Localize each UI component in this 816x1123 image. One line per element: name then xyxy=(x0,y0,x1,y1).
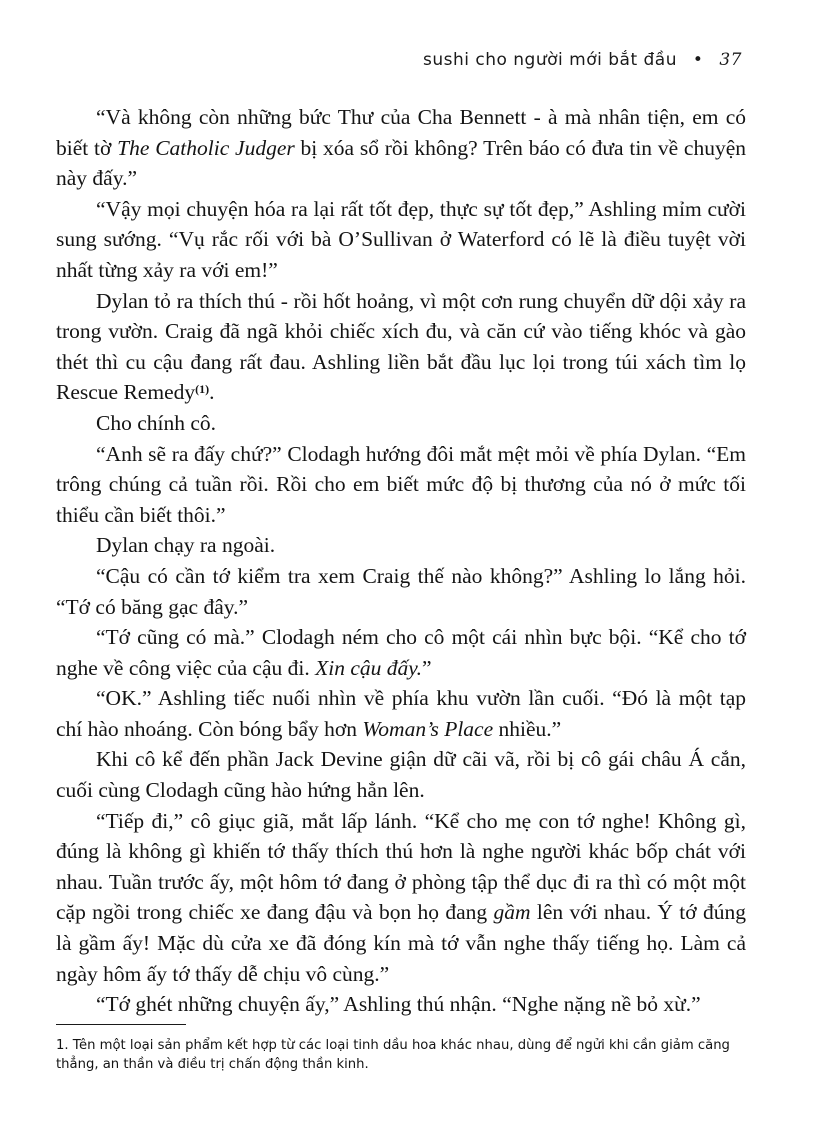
paragraph-11: “Tiếp đi,” cô giục giã, mắt lấp lánh. “Kể cho mẹ con tớ nghe! Không gì, đúng là không gì khiến tớ thấy thích thú hơn là nghe người khác bốp chát với nhau. Tuần trước ấy, một hôm tớ đang ở phòng tập thể dục đi ra thì có một một cặp ngồi trong chiếc xe đang đậu và bọn họ đang gầm lên với nhau. Ý tớ đúng là gầm ấy! Mặc dù cửa xe đã đóng kín mà tớ vẫn nghe thấy tiếng họ. Làm cả ngày hôm ấy tớ thấy dễ chịu vô cùng.” xyxy=(56,808,746,986)
magazine-title: Woman’s Place xyxy=(362,716,494,741)
paragraph-4: Cho chính cô. xyxy=(96,410,217,435)
book-title: sushi cho người mới bắt đầu xyxy=(422,50,678,70)
running-header xyxy=(423,50,742,70)
paragraph-1: “Và không còn những bức Thư của Cha Bennett - à mà nhân tiện, em có biết tờ The Catholic Judger bị xóa sổ rồi không? Trên báo có đưa tin về chuyện này đấy.” xyxy=(56,105,746,191)
paragraph-7: “Cậu có cần tớ kiểm tra xem Craig thế nào không?” Ashling lo lắng hỏi. “Tớ có băng gạc đây.” xyxy=(56,563,746,619)
header-separator: • xyxy=(692,50,704,70)
paragraph-5: “Anh sẽ ra đấy chứ?” Clodagh hướng đôi mắt mệt mỏi về phía Dylan. “Em trông chúng cả tuần rồi. Rồi cho em biết mức độ bị thương của nó ở mức tối thiểu cần biết thôi.” xyxy=(56,441,746,527)
body-text xyxy=(56,102,746,1020)
footnote-marker: (1) xyxy=(195,382,210,397)
footnote-divider xyxy=(56,1024,186,1025)
paragraph-3: Dylan tỏ ra thích thú - rồi hốt hoảng, vì một cơn rung chuyển dữ dội xảy ra trong vườn. Craig đã ngã khỏi chiếc xích đu, và căn cứ vào tiếng khóc và gào thét thì cu cậu đang rất đau. Ashling liền bắt đầu lục lọi trong túi xách tìm lọ Rescue Remedy$^{(1)}$. xyxy=(56,288,746,405)
emphasis: Xin cậu đấy. xyxy=(315,655,422,680)
paragraph-10: Khi cô kể đến phần Jack Devine giận dữ cãi vã, rồi bị cô gái châu Á cắn, cuối cùng Clodagh cũng hào hứng hẳn lên. xyxy=(56,747,746,803)
publication-title: The Catholic Judger xyxy=(117,135,295,160)
paragraph-6: Dylan chạy ra ngoài. xyxy=(96,533,276,558)
page-number: 37 xyxy=(719,50,742,70)
paragraph-8: “Tớ cũng có mà.” Clodagh ném cho cô một cái nhìn bực bội. “Kể cho tớ nghe về công việc của cậu đi. Xin cậu đấy.” xyxy=(56,625,746,680)
paragraph-12: “Tớ ghét những chuyện ấy,” Ashling thú nhận. “Nghe nặng nề bỏ xừ.” xyxy=(96,992,701,1017)
footnote: 1. Tên một loại sản phẩm kết hợp từ các loại tinh dầu hoa khác nhau, dùng để ngửi khi cần giảm căng thẳng, an thần và điều trị chấn động thần kinh. xyxy=(56,1038,730,1072)
paragraph-9: “OK.” Ashling tiếc nuối nhìn về phía khu vườn lần cuối. “Đó là một tạp chí hào nhoáng. Còn bóng bẩy hơn Woman’s Place nhiều.” xyxy=(56,686,746,741)
emphasis: gầm xyxy=(493,900,531,925)
paragraph-2: “Vậy mọi chuyện hóa ra lại rất tốt đẹp, thực sự tốt đẹp,” Ashling mỉm cười sung sướng. “Vụ rắc rối với bà O’Sullivan ở Waterford có lẽ là điều tuyệt vời nhất từng xảy ra với em!” xyxy=(56,196,746,282)
